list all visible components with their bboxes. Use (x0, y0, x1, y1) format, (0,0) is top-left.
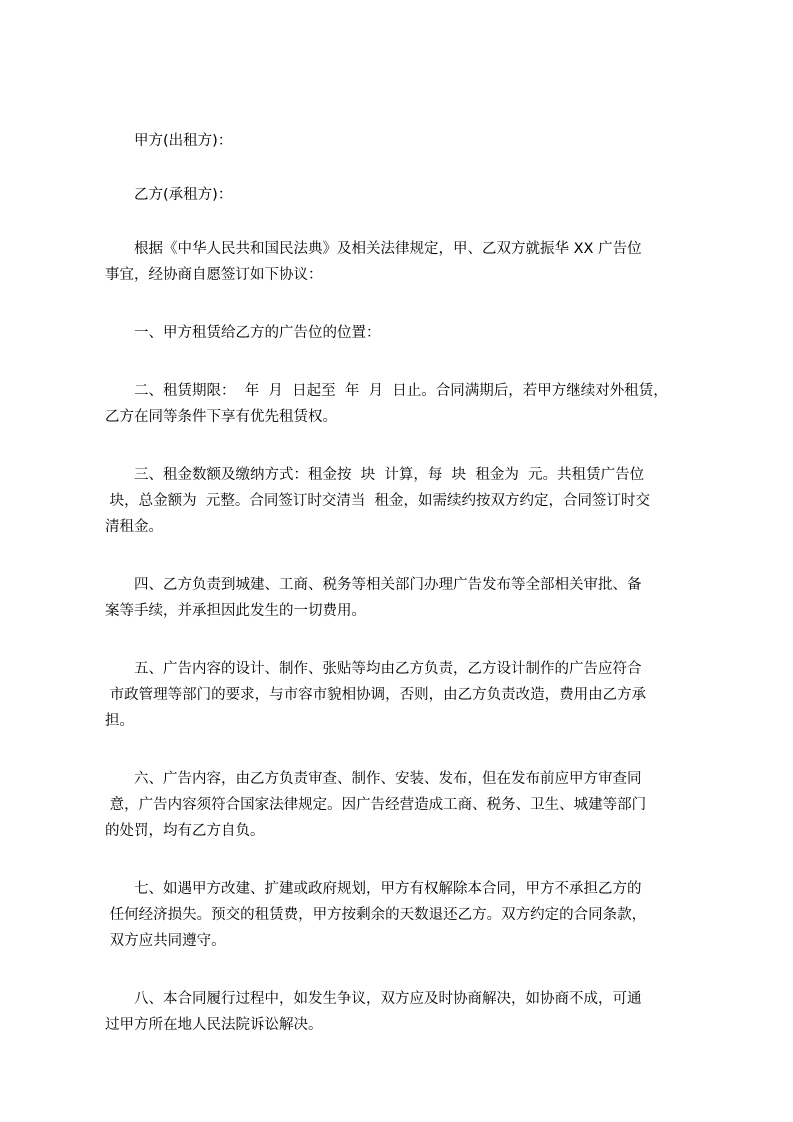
clause-line: 担。 (105, 713, 134, 729)
clause-line: 过甲方所在地人民法院诉讼解决。 (105, 1017, 323, 1033)
party-b-text: 乙方(承租方)： (105, 187, 233, 203)
clause-line: 意，广告内容须符合国家法律规定。因广告经营造成工商、税务、卫生、城建等部门 (105, 797, 647, 813)
clause-line: 七、如遇甲方改建、扩建或政府规划，甲方有权解除本合同，甲方不承担乙方的 (105, 881, 642, 897)
clause-1 (105, 320, 705, 346)
party-a-line (105, 128, 705, 154)
clause-line: 五、广告内容的设计、制作、张贴等均由乙方负责，乙方设计制作的广告应符合 (105, 661, 642, 677)
clause-line: 八、本合同履行过程中，如发生争议，双方应及时协商解决，如协商不成，可通 (105, 991, 642, 1007)
clause-line: 二、租赁期限： 年 月 日起至 年 月 日止。合同满期后，若甲方继续对外租赁， (105, 383, 668, 399)
intro-line: 根据《中华人民共和国民法典》及相关法律规定，甲、乙双方就振华 XX 广告位 (105, 241, 642, 257)
clause-line: 六、广告内容，由乙方负责审查、制作、安装、发布，但在发布前应甲方审查同 (105, 771, 642, 787)
party-b-line (105, 182, 705, 208)
clause-line: 案等手续，并承担因此发生的一切费用。 (105, 603, 366, 619)
contract-body (105, 128, 705, 1070)
clause-line: 的处罚，均有乙方自负。 (105, 823, 265, 839)
clause-line: 乙方在同等条件下享有优先租赁权。 (105, 409, 337, 425)
clause-line: 一、甲方租赁给乙方的广告位的位置： (105, 325, 381, 341)
clause-line: 三、租金数额及缴纳方式：租金按 块 计算，每 块 租金为 元。共租赁广告位 (105, 467, 645, 483)
intro-line: 事宜，经协商自愿签订如下协议： (105, 267, 323, 283)
party-a-text: 甲方(出租方)： (105, 133, 233, 149)
clause-line: 四、乙方负责到城建、工商、税务等相关部门办理广告发布等全部相关审批、备 (105, 577, 642, 593)
clause-4 (105, 572, 705, 624)
clause-line: 双方应共同遵守。 (105, 933, 226, 949)
clause-line: 任何经济损失。预交的租赁费，甲方按剩余的天数退还乙方。双方约定的合同条款， (105, 907, 647, 923)
clause-7 (105, 876, 705, 954)
clause-5 (105, 656, 705, 734)
clause-line: 块，总金额为 元整。合同签订时交清当 租金，如需续约按双方约定，合同签订时交 (105, 493, 651, 509)
clause-8 (105, 986, 705, 1038)
intro-paragraph (105, 236, 705, 288)
clause-line: 市政管理等部门的要求，与市容市貌相协调，否则，由乙方负责改造，费用由乙方承 (105, 687, 647, 703)
clause-6 (105, 766, 705, 844)
clause-2 (105, 378, 705, 430)
clause-line: 清租金。 (105, 519, 163, 535)
clause-3 (105, 462, 705, 540)
